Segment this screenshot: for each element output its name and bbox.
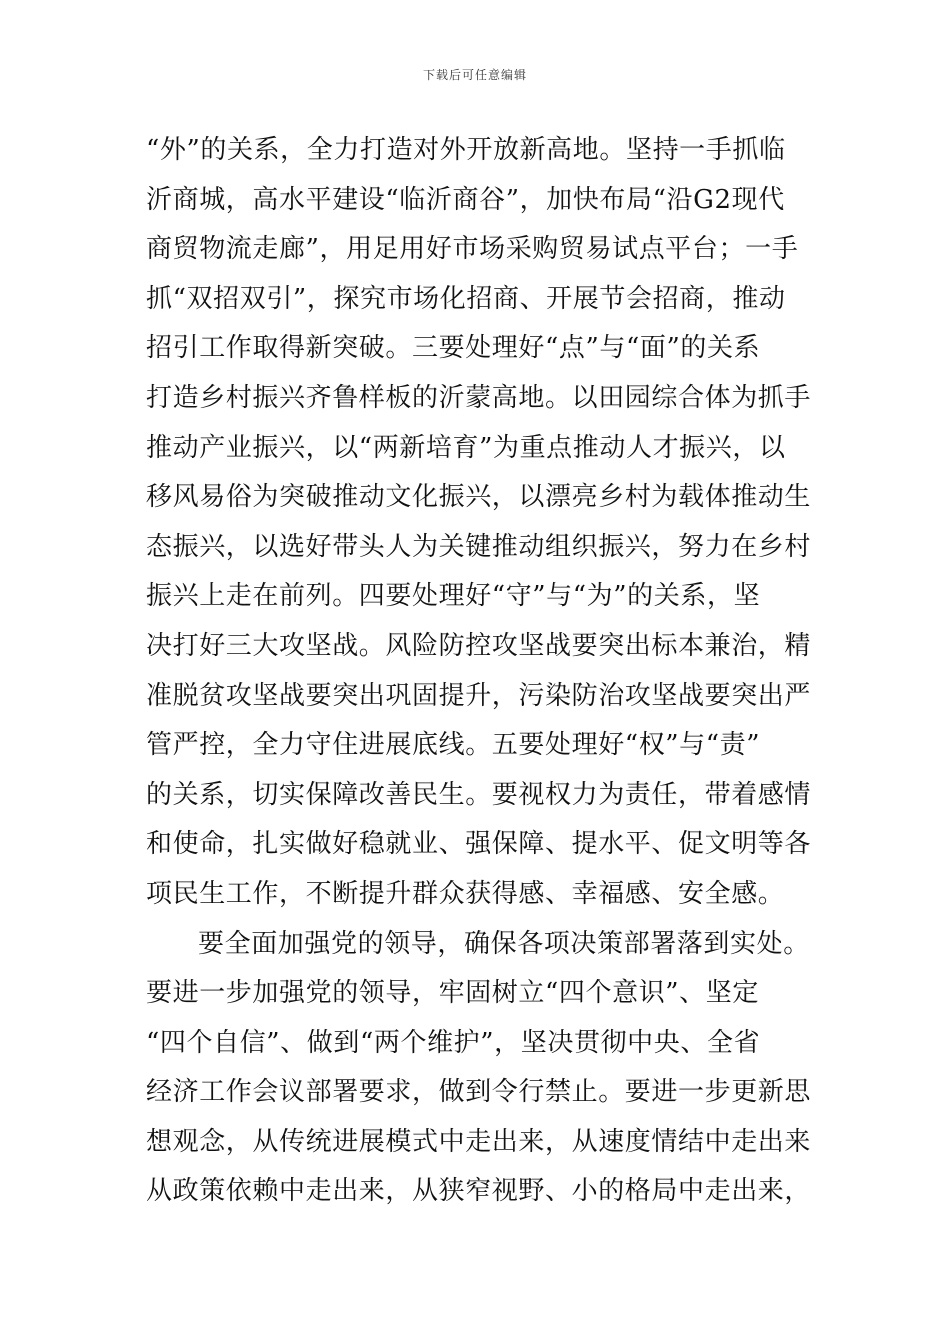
text-line: 要进一步加强党的领导，牢固树立“四个意识”、坚定: [146, 978, 759, 1009]
text-line: 准脱贫攻坚战要突出巩固提升，污染防治攻坚战要突出严: [146, 680, 812, 711]
text-line: 想观念，从传统进展模式中走出来，从速度情结中走出来: [146, 1126, 812, 1157]
text-line: 和使命，扎实做好稳就业、强保障、提水平、促文明等各: [146, 829, 812, 860]
text-line: 招引工作取得新突破。三要处理好“点”与“面”的关系: [146, 333, 761, 364]
text-line: 的关系，切实保障改善民生。要视权力为责任，带着感情: [146, 779, 812, 810]
text-line: 推动产业振兴，以“两新培育”为重点推动人才振兴，以: [146, 432, 786, 463]
text-line: 项民生工作，不断提升群众获得感、幸福感、安全感。: [146, 878, 785, 909]
text-line: 移风易俗为突破推动文化振兴，以漂亮乡村为载体推动生: [146, 482, 812, 513]
text-line: 打造乡村振兴齐鲁样板的沂蒙高地。以田园综合体为抓手: [146, 382, 812, 413]
text-line: “外”的关系，全力打造对外开放新高地。坚持一手抓临: [146, 135, 786, 165]
text-line: “四个自信”、做到“两个维护”，坚决贯彻中央、全省: [146, 1027, 761, 1058]
header-note: 下载后可任意编辑: [422, 68, 527, 82]
text-line: 商贸物流走廊”，用足用好市场采购贸易试点平台；一手: [146, 234, 799, 265]
text-line: 态振兴，以选好带头人为关键推动组织振兴，努力在乡村: [146, 531, 812, 562]
paragraph-start-line: 要全面加强党的领导，确保各项决策部署落到实处。: [198, 928, 810, 959]
text-line: 决打好三大攻坚战。风险防控攻坚战要突出标本兼治，精: [146, 630, 812, 661]
text-line: 沂商城，高水平建设“临沂商谷”，加快布局“沿G2现代: [146, 184, 785, 215]
text-line: 振兴上走在前列。四要处理好“守”与“为”的关系，坚: [146, 581, 761, 612]
body-text: [146, 126, 816, 1217]
text-line: 从政策依赖中走出来，从狭窄视野、小的格局中走出来，: [146, 1176, 812, 1207]
text-line: 抓“双招双引”，探究市场化招商、开展节会招商，推动: [146, 283, 786, 314]
text-line: 管严控，全力守住进展底线。五要处理好“权”与“责”: [146, 730, 761, 761]
text-line: 经济工作会议部署要求，做到令行禁止。要进一步更新思: [146, 1077, 812, 1108]
